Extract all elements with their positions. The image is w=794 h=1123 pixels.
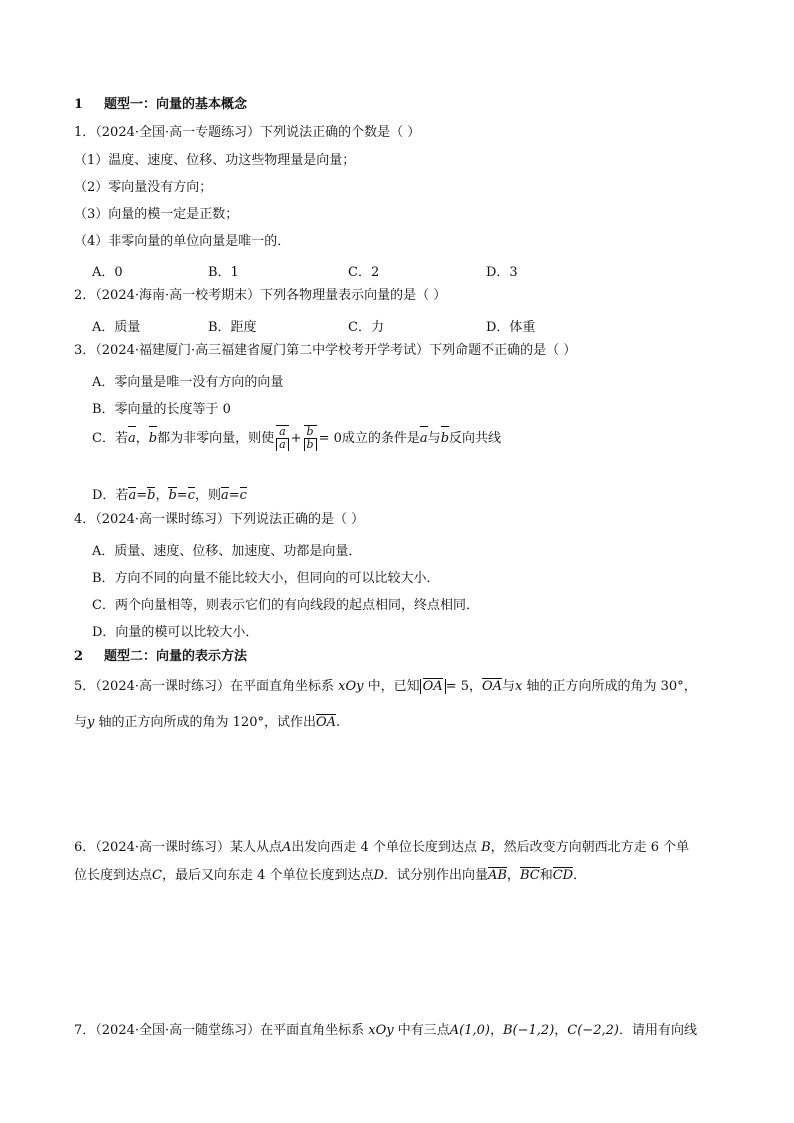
question-5-line-1: 5．（2024·高一课时练习）在平面直角坐标系 xOy 中，已知 OA = 5，OA与x 轴的正方向所成的角为 30°， [74, 679, 697, 694]
fraction-b-over-abs-b: $\frac{b}{b}$ [304, 426, 317, 451]
question-2-option-b: B．距度 [208, 320, 257, 335]
question-6-line-2: 位长度到达点C，最后又向东走 4 个单位长度到达点D．试分别作出向量AB，BC和CD． [74, 868, 587, 883]
question-2-option-a: A．质量 [92, 320, 141, 335]
question-1-option-b: B．1 [208, 265, 239, 280]
question-1-item: （4）非零向量的单位向量是唯一的． [74, 234, 291, 249]
question-1-item: （2）零向量没有方向； [74, 180, 213, 195]
question-3-option-b: B．零向量的长度等于 0 [92, 402, 231, 417]
question-1-item: （3）向量的模一定是正数； [74, 207, 239, 222]
question-3-option-a: A．零向量是唯一没有方向的向量 [92, 375, 284, 390]
question-6-line-1: 6．（2024·高一课时练习）某人从点A出发向西走 4 个单位长度到达点 B，然后改变方向朝西北方走 6 个单 [74, 840, 690, 855]
question-3-stem: 3．（2024·福建厦门·高三福建省厦门第二中学校考开学考试）下列命题不正确的是（ ） [74, 343, 577, 358]
question-4-option-b: B．方向不同的向量不能比较大小，但同向的可以比较大小． [92, 571, 440, 586]
question-1-option-a: A．0 [92, 265, 123, 280]
question-3-option-d: D．若a=b，b=c，则a=c [92, 488, 247, 503]
question-4-option-c: C．两个向量相等，则表示它们的有向线段的起点相同，终点相同． [92, 598, 479, 613]
question-4-stem: 4．（2024·高一课时练习）下列说法正确的是（ ） [74, 512, 365, 527]
section-heading-2: 2 题型二：向量的表示方法 [74, 649, 248, 664]
question-5-line-2: 与y 轴的正方向所成的角为 120°，试作出OA. [74, 715, 341, 730]
question-1-item: （1）温度、速度、位移、功这些物理量是向量； [74, 153, 356, 168]
question-2-option-c: C．力 [348, 320, 384, 335]
question-3-option-c: C．若a，b都为非零向量，则使 $\frac{a}{a}$ + $\frac{b}{b}$ = 0成立的条件是a与b反向共线 [92, 425, 502, 451]
question-4-option-a: A．质量、速度、位移、加速度、功都是向量． [92, 544, 362, 559]
section-heading-1: 1 题型一：向量的基本概念 [74, 97, 248, 112]
question-2-option-d: D．体重 [486, 320, 536, 335]
question-2-stem: 2．（2024·海南·高一校考期末）下列各物理量表示向量的是（ ） [74, 288, 447, 303]
question-4-option-d: D．向量的模可以比较大小． [92, 625, 259, 640]
question-1-option-c: C．2 [348, 265, 380, 280]
question-1-option-d: D．3 [486, 265, 518, 280]
question-7-line-1: 7．（2024·全国·高一随堂练习）在平面直角坐标系 xOy 中有三点A(1,0)，B(−1,2)，C(−2,2)．请用有向线 [74, 1023, 697, 1038]
question-1-stem: 1．（2024·全国·高一专题练习）下列说法正确的个数是（ ） [74, 125, 421, 140]
fraction-a-over-abs-a: $\frac{a}{a}$ [276, 426, 289, 451]
